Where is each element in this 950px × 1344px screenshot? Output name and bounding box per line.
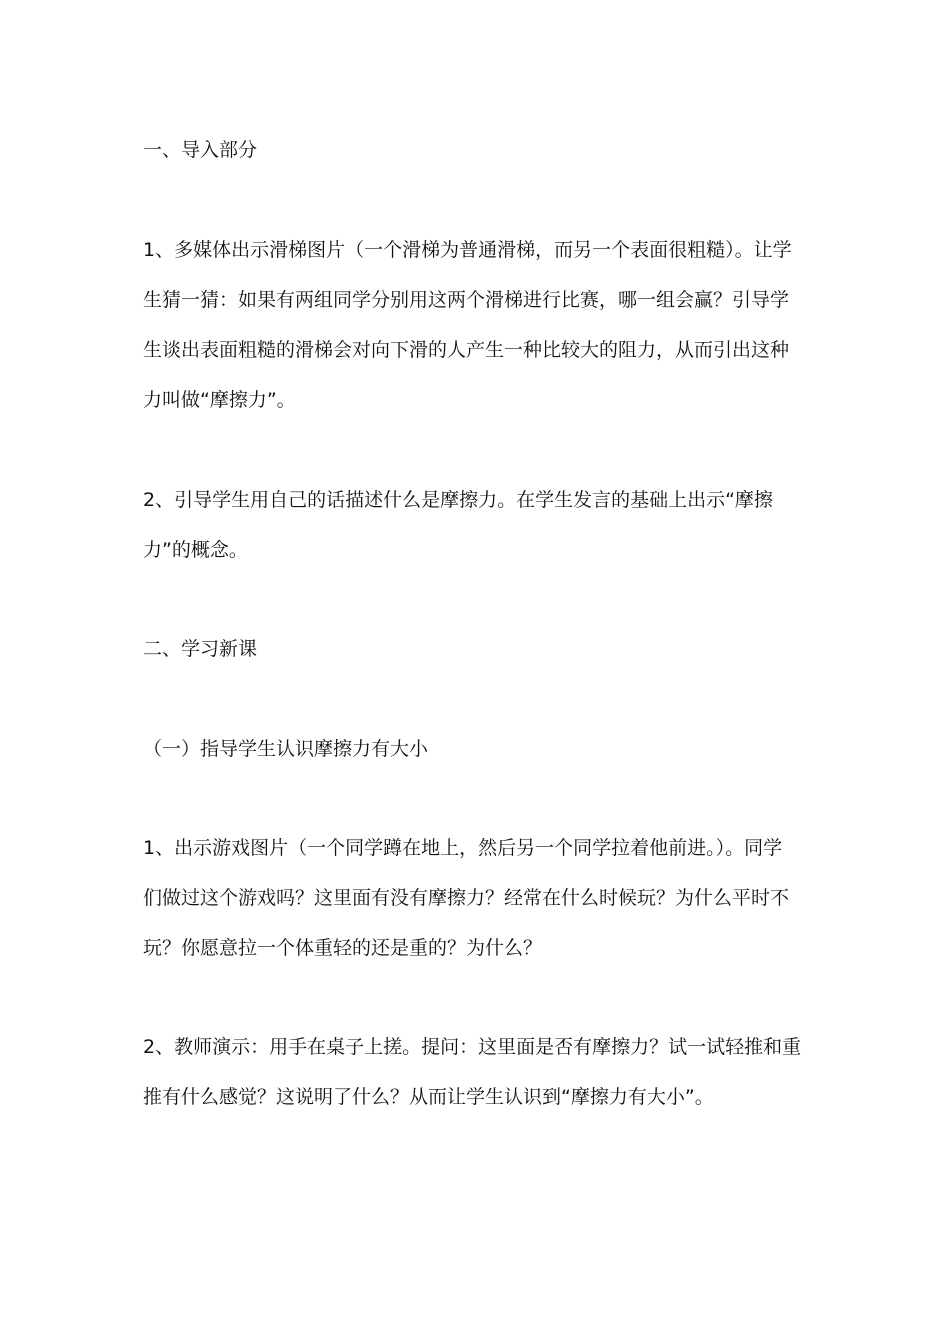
section-heading-intro: 一、导入部分 xyxy=(143,139,258,161)
section-heading-new-lesson: 二、学习新课 xyxy=(143,638,258,660)
paragraph-line: 2、引导学生用自己的话描述什么是摩擦力。在学生发言的基础上出示“摩擦 xyxy=(143,489,773,511)
paragraph-line: 生猜一猜：如果有两组同学分别用这两个滑梯进行比赛，哪一组会赢？引导学 xyxy=(143,289,790,311)
paragraph-line: 1、多媒体出示滑梯图片（一个滑梯为普通滑梯，而另一个表面很粗糙）。让学 xyxy=(143,239,792,261)
paragraph-line: 力叫做“摩擦力”。 xyxy=(143,389,296,411)
paragraph-line: 玩？你愿意拉一个体重轻的还是重的？为什么？ xyxy=(143,937,543,959)
paragraph-line: 力”的概念。 xyxy=(143,539,248,561)
paragraph-line: 们做过这个游戏吗？这里面有没有摩擦力？经常在什么时候玩？为什么平时不 xyxy=(143,887,790,909)
paragraph-line: 推有什么感觉？这说明了什么？从而让学生认识到“摩擦力有大小”。 xyxy=(143,1086,714,1108)
subsection-heading: （一）指导学生认识摩擦力有大小 xyxy=(143,738,429,760)
paragraph-line: 1、出示游戏图片（一个同学蹲在地上，然后另一个同学拉着他前进。）。同学 xyxy=(143,837,783,859)
paragraph-line: 2、教师演示：用手在桌子上搓。提问：这里面是否有摩擦力？试一试轻推和重 xyxy=(143,1036,802,1058)
paragraph-line: 生谈出表面粗糙的滑梯会对向下滑的人产生一种比较大的阻力，从而引出这种 xyxy=(143,339,790,361)
